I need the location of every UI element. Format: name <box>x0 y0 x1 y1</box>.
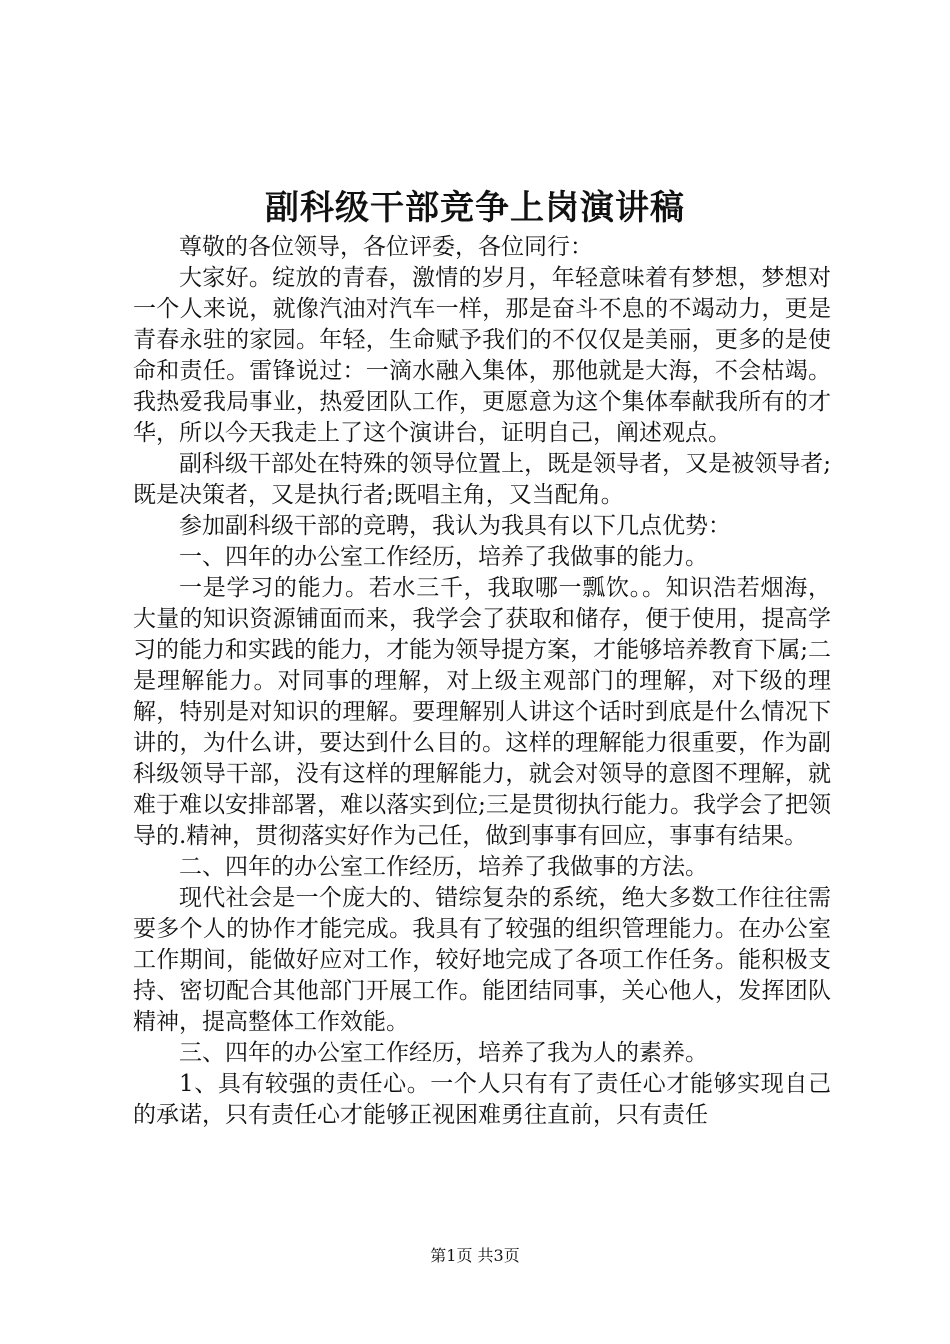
paragraph-opening: 大家好。绽放的青春，激情的岁月，年轻意味着有梦想，梦想对一个人来说，就像汽油对汽车一样，那是奋斗不息的不竭动力，更是青春永驻的家园。年轻，生命赋予我们的不仅仅是美丽，更多的是使命和责任。雷锋说过：一滴水融入集体，那他就是大海，不会枯竭。我热爱我局事业，热爱团队工作，更愿意为这个集体奉献我所有的才华，所以今天我走上了这个演讲台，证明自己，阐述观点。 <box>133 265 831 446</box>
document-title: 副科级干部竞争上岗演讲稿 <box>265 188 685 228</box>
paragraph-methods: 现代社会是一个庞大的、错综复杂的系统，绝大多数工作往往需要多个人的协作才能完成。我具有了较强的组织管理能力。在办公室工作期间，能做好应对工作，较好地完成了各项工作任务。能积极支持、密切配合其他部门开展工作。能团结同事，关心他人，发挥团队精神，提高整体工作效能。 <box>133 885 831 1035</box>
heading-advantage-three: 三、四年的办公室工作经历，培养了我为人的素养。 <box>179 1040 708 1066</box>
paragraph-salutation: 尊敬的各位领导，各位评委，各位同行： <box>179 234 593 260</box>
paragraph-responsibility: 1、具有较强的责任心。一个人只有有了责任心才能够实现自己的承诺，只有责任心才能够正视困难勇往直前，只有责任 <box>133 1071 831 1128</box>
heading-advantage-two: 二、四年的办公室工作经历，培养了我做事的方法。 <box>179 854 708 880</box>
paragraph-abilities: 一是学习的能力。若水三千，我取哪一瓢饮。。知识浩若烟海，大量的知识资源铺面而来，我学会了获取和储存，便于使用，提高学习的能力和实践的能力，才能为领导提方案，才能够培养教育下属;二是理解能力。对同事的理解，对上级主观部门的理解，对下级的理解，特别是对知识的理解。要理解别人讲这个话时到底是什么情况下讲的，为什么讲，要达到什么目的。这样的理解能力很重要，作为副科级领导干部，没有这样的理解能力，就会对领导的意图不理解，就难于难以安排部署，难以落实到位;三是贯彻执行能力。我学会了把领导的.精神，贯彻落实好作为己任，做到事事有回应，事事有结果。 <box>133 575 831 849</box>
paragraph-advantages-intro: 参加副科级干部的竞聘，我认为我具有以下几点优势： <box>179 513 731 539</box>
document-body <box>133 232 831 1131</box>
heading-advantage-one: 一、四年的办公室工作经历，培养了我做事的能力。 <box>179 544 708 570</box>
page-footer: 第1页 共3页 <box>430 1246 520 1265</box>
paragraph-position: 副科级干部处在特殊的领导位置上，既是领导者，又是被领导者;既是决策者，又是执行者;既唱主角，又当配角。 <box>133 451 831 508</box>
